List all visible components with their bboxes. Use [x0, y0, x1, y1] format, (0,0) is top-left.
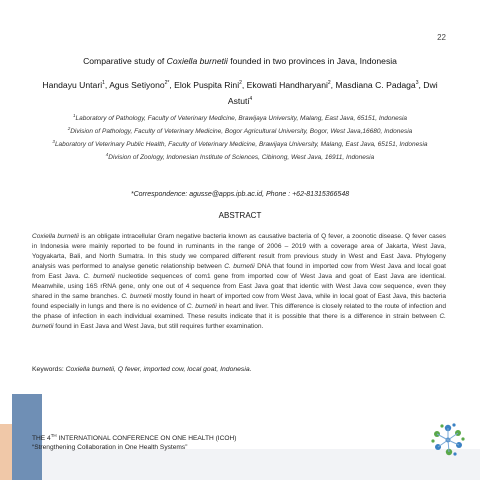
affiliation-item: $^3$Laboratory of Veterinary Public Health, Faculty of Veterinary Medicine, Brawijaya University, Malang, East Java, 65151, Indonesia [52, 139, 428, 149]
author-affiliation-mark: 2 [327, 80, 331, 86]
page-number: 22 [437, 33, 446, 42]
abstract-species-name: C. burnetii [121, 292, 152, 300]
abstract-species-name: C. burnetii [83, 272, 115, 280]
author-affiliation-mark: 2 [239, 80, 242, 86]
keywords-label: Keywords: [32, 366, 64, 373]
author-name: Masdiana C. Padaga [335, 79, 416, 90]
author-affiliation-mark: 3 [415, 80, 419, 86]
affiliation-item: $^1$Laboratory of Pathology, Faculty of Veterinary Medicine, Brawijaya University, Malang, East Java, 65151, Indonesia [72, 113, 408, 123]
author-name: Ekowati Handharyani [246, 79, 328, 90]
author-list: Handayu Untari$^1$, Agus Setiyono$^{2*}$, Elok Puspita Rini$^2$, Ekowati Handharyani$^2$, Masdiana C. Padaga$^3$, Dwi Astuti$^4$ [42, 79, 438, 106]
abstract-heading: ABSTRACT [218, 211, 262, 220]
one-health-logo-icon [428, 420, 468, 460]
conference-theme: “Strengthening Collaboration in One Health Systems” [32, 444, 188, 452]
author-name: Agus Setiyono [109, 79, 165, 90]
author-name: Dwi Astuti [227, 79, 438, 106]
title-prefix: Comparative study of [83, 56, 167, 66]
abstract-segment: is an obligate intracellular Gram negative bacteria known as causative bacteria of Q fever, a zoonotic disease. Q fever cases in Indonesia were mainly reported to be found in ruminants in the range of 2006 – 2019 with a coverage area of Jakarta, West Java, Yogyakarta, Bali, and North Sumatra. In this study we compared different result from previous study in West and East Java. Phylogeny analysis was performed to analyse genetic relationship between [32, 233, 446, 270]
affiliation-item: $^2$Division of Pathology, Faculty of Veterinary Medicine, Bogor Agricultural University, Bogor, West Java,16680, Indonesia [67, 126, 413, 136]
abstract-segment: mostly found in heart of imported cow from West Java, while in local goat of East Java, this bacteria found especially in lungs and there is no evidence of [32, 292, 446, 310]
footer-band [0, 449, 480, 480]
conference-name: THE 4TH INTERNATIONAL CONFERENCE ON ONE HEALTH (ICOH) [32, 433, 237, 443]
author-name: Elok Puspita Rini [174, 79, 240, 90]
abstract-species-name: C. burnetii [224, 262, 255, 270]
author-name: Handayu Untari [42, 79, 103, 90]
affiliation-list [34, 111, 446, 164]
paper-title [30, 56, 450, 66]
keywords-text: Coxiella burnetii, Q fever, imported cow, local goat, Indonesia. [63, 366, 252, 373]
correspondence-line: *Correspondence: agusse@apps.ipb.ac.id, Phone : +62-81315366548 [130, 191, 350, 198]
title-suffix: founded in two provinces in Java, Indonesia [227, 56, 397, 66]
keywords-line [32, 366, 446, 373]
abstract-species-name: C. burnetii [32, 312, 446, 330]
author-affiliation-mark: 4 [249, 95, 253, 102]
abstract-text [32, 232, 446, 332]
author-affiliation-mark: 1 [102, 80, 105, 86]
affiliation-item: $^4$Division of Zoology, Indonesian Institute of Sciences, Cibinong, West Java, 16911, Indonesia [105, 152, 375, 162]
abstract-segment: DNA that found in imported cow from West Java and local goat from East Java. [32, 262, 446, 280]
abstract-segment: in heart and liver. This difference is closely related to the route of infection and the phase of infection in each individual examined. These results indicate that it is possible that there is a difference in strain between [32, 302, 447, 320]
abstract-segment: nucleotide sequences of com1 gene from imported cow of West Java and goat of East Java are identical. Meanwhile, using 16S rRNA gene, only one out of 4 sequence from East Java goat that identic with West Java cow sequence, even they shared in the same branches. [32, 272, 446, 300]
title-species: Coxiella burnetii [166, 56, 228, 66]
footer-accent-peach [0, 424, 12, 480]
abstract-species-name: C. burnetii [186, 302, 217, 310]
abstract-segment: found in East Java and West Java, but still requires further examination. [53, 322, 264, 330]
abstract-species-name: Coxiella burnetii [32, 233, 79, 240]
author-affiliation-mark: 2* [164, 80, 170, 86]
conference-footer [32, 431, 236, 452]
